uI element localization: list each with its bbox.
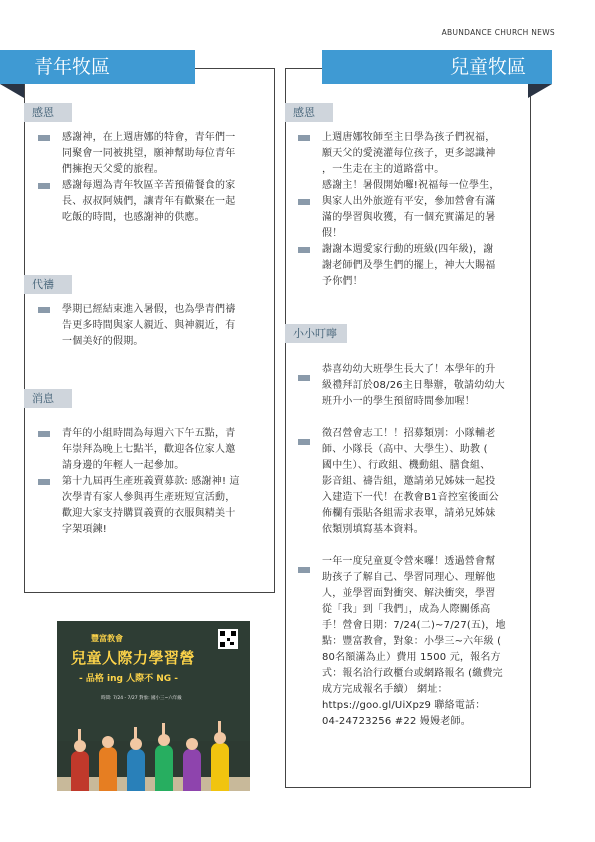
item-text-line: 式：報名洽行政櫃台或網路報名 (繳費完	[322, 668, 503, 679]
item-text-line: 謝老師們及學生們的擺上，神大大賜福	[322, 260, 496, 271]
ribbon-fold	[0, 84, 24, 98]
item-text-line: 佈欄有張貼各組需求表單，請弟兄姊妹	[322, 508, 496, 519]
bullet-icon	[298, 135, 310, 141]
list-item	[38, 130, 263, 178]
item-text-line: 青年的小組時間為每週六下午五點，青	[62, 428, 236, 439]
bullet-icon	[298, 375, 310, 381]
bullet-icon	[38, 183, 50, 189]
item-text-line: 人，並學習面對衝突、解決衝突，學習	[322, 588, 496, 599]
newsletter-header: ABUNDANCE CHURCH NEWS	[441, 28, 555, 37]
item-text-line: 告更多時間與家人親近、與神親近，有	[62, 320, 236, 331]
section-label-thanks: 感恩	[285, 103, 333, 122]
bullet-icon	[38, 307, 50, 313]
item-text-line: https://goo.gl/UiXpz9 聯絡電話：	[322, 700, 486, 711]
bullet-icon	[38, 479, 50, 485]
youth-prayer-list	[38, 302, 263, 350]
list-item	[38, 302, 263, 350]
item-text-line: 04-24723256 #22 嫚嫚老師。	[322, 716, 471, 727]
item-text-line: 手！營會日期：7/24(二)~7/27(五)，地	[322, 620, 506, 631]
section-label-thanks: 感恩	[24, 103, 72, 122]
item-text-line: 級禮拜訂於08/26主日舉辦，敬請幼幼大	[322, 380, 505, 391]
item-text-line: 上週唐娜牧師至主日學為孩子們祝福，	[322, 132, 496, 143]
children-thanks-list	[298, 130, 523, 290]
children-reminder-list	[298, 362, 523, 730]
child-figure	[99, 747, 117, 791]
list-item	[298, 178, 523, 194]
item-text-line: 滿的學習與收獲，有一個充實滿足的暑	[322, 212, 496, 223]
children-ministry-title: 兒童牧區	[322, 50, 552, 84]
child-figure	[127, 749, 145, 791]
list-item	[298, 242, 523, 290]
bullet-icon	[38, 431, 50, 437]
item-text-line: 與家人出外旅遊有平安，參加營會有滿	[322, 196, 496, 207]
item-text-line: 字架項鍊!	[62, 524, 108, 535]
item-text-line: 助孩子了解自己、學習同理心、理解他	[322, 572, 496, 583]
poster-title: 兒童人際力學習營	[71, 649, 196, 667]
item-text-line: 同聚會一同被挑望，願神幫助每位青年	[62, 148, 236, 159]
youth-ministry-title: 青年牧區	[0, 50, 195, 84]
item-text-line: 們擁抱天父愛的旅程。	[62, 164, 164, 175]
poster-church-name: 豐富教會	[91, 634, 123, 643]
item-text-line: 年崇拜為晚上七點半，歡迎各位家人邀	[62, 444, 236, 455]
item-text-line: 80名額滿為止）費用 1500 元，報名方	[322, 652, 501, 663]
item-text-line: 國中生）、行政組、機動組、膳食組、	[322, 460, 491, 471]
ribbon-fold	[528, 84, 552, 98]
item-text-line: 予你們！	[322, 276, 363, 287]
item-text-line: 長、叔叔阿姨們，讓青年有歡聚在一起	[62, 196, 236, 207]
item-text-line: 恭喜幼幼大班學生長大了！本學年的升	[322, 364, 496, 375]
item-text-line: 次學青有家人參與再生產班短宣活動，	[62, 492, 236, 503]
item-text-line: 師、小隊長（高中、大學生）、助教 (	[322, 444, 488, 455]
bullet-icon	[298, 247, 310, 253]
item-text-line: 成方完成報名手續） 網址：	[322, 684, 448, 695]
bullet-icon	[38, 135, 50, 141]
bullet-icon	[298, 439, 310, 445]
list-item	[38, 426, 263, 474]
list-item	[298, 130, 523, 178]
item-text-line: 請身邊的年輕人一起參加。	[62, 460, 185, 471]
bullet-icon	[298, 567, 310, 573]
child-figure	[183, 749, 201, 791]
item-text-line: 一個美好的假期。	[62, 336, 144, 347]
item-text-line: 第十九屆再生產班義賣募款: 感謝神! 這	[62, 476, 240, 487]
item-text-line: 一年一度兒童夏令營來囉！透過營會幫	[322, 556, 496, 567]
section-label-news: 消息	[24, 389, 72, 408]
list-item	[38, 474, 263, 538]
child-figure	[71, 751, 89, 791]
item-text-line: 影音組、禱告組，邀請弟兄姊妹一起投	[322, 476, 496, 487]
item-text-line: 願天父的愛澆灌每位孩子，更多認識神	[322, 148, 496, 159]
item-text-line: 徵召營會志工！！招募類別：小隊輔老	[322, 428, 496, 439]
child-figure	[211, 743, 229, 791]
list-item	[298, 426, 523, 538]
item-text-line: 班升小一的學生預留時間參加喔！	[322, 396, 475, 407]
item-text-line: 歡迎大家支持購買義賣的衣服與精美十	[62, 508, 236, 519]
item-text-line: 謝謝本週愛家行動的班級(四年級)，謝	[322, 244, 494, 255]
item-text-line: 入建造下一代！在教會B1音控室後面公	[322, 492, 499, 503]
item-text-line: ，一生走在主的道路當中。	[322, 164, 445, 175]
list-item	[298, 194, 523, 242]
poster-slogan: - 品格 ing 人際不 NG -	[79, 674, 178, 684]
bullet-icon	[298, 199, 310, 205]
qr-code-icon	[218, 629, 238, 649]
section-label-prayer: 代禱	[24, 275, 72, 294]
item-text-line: 感謝神，在上週唐娜的特會，青年們一	[62, 132, 236, 143]
item-text-line: 感謝每週為青年牧區辛苦預備餐食的家	[62, 180, 236, 191]
item-text-line: 從「我」到「我們」，成為人際關係高	[322, 604, 491, 615]
item-text-line: 吃飯的時間，也感謝神的供應。	[62, 212, 205, 223]
item-text-line: 感謝主！暑假開始囉!祝福每一位學生，	[322, 180, 500, 191]
item-text-line: 依類別填寫基本資料。	[322, 524, 424, 535]
list-item	[298, 362, 523, 410]
item-text-line: 學期已經結束進入暑假，也為學青們禱	[62, 304, 236, 315]
section-label-reminder: 小小叮嚀	[285, 324, 347, 343]
youth-news-list	[38, 426, 263, 538]
child-figure	[155, 745, 173, 791]
youth-thanks-list	[38, 130, 263, 226]
list-item	[38, 178, 263, 226]
summer-camp-poster	[57, 621, 250, 791]
children-photo	[57, 709, 250, 791]
item-text-line: 點：豐富教會，對象：小學三~六年級 (	[322, 636, 502, 647]
poster-dates: 時間: 7/24 - 7/27 對象: 國小三~六年級	[101, 696, 182, 701]
item-text-line: 假！	[322, 228, 343, 239]
list-item	[298, 554, 523, 730]
